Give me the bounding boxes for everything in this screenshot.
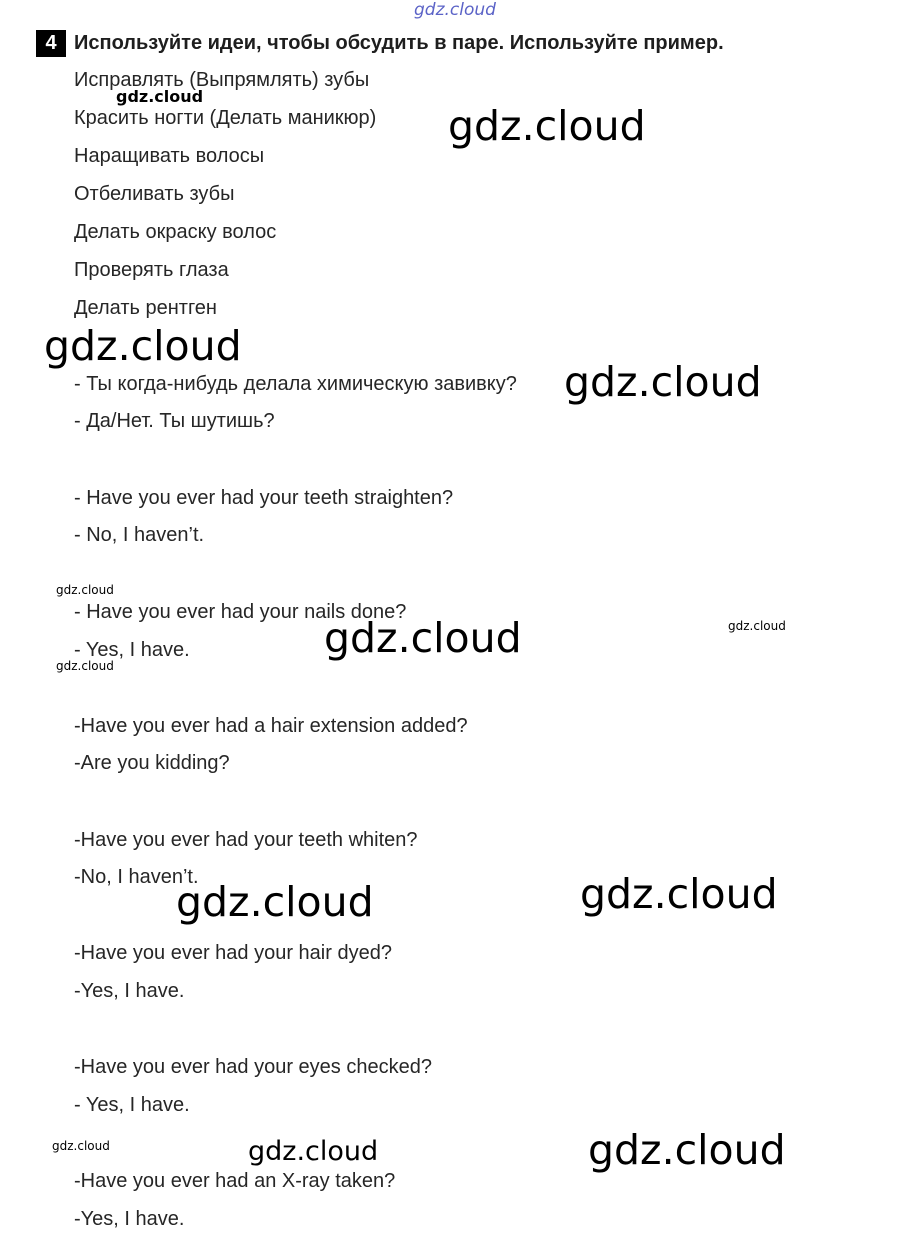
watermark: gdz.cloud [580,870,778,918]
watermark: gdz.cloud [44,322,242,370]
watermark: gdz.cloud [176,878,374,926]
dialogue-question: -Have you ever had your hair dyed? [74,942,392,964]
idea-item: Наращивать волосы [74,145,265,167]
dialogue-question: - Have you ever had your teeth straighten? [74,487,454,509]
dialogue-question: -Have you ever had your eyes checked? [74,1056,432,1078]
watermark: gdz.cloud [324,614,522,662]
watermark: gdz.cloud [56,659,114,673]
watermark: gdz.cloud [728,619,786,633]
idea-item: Исправлять (Выпрямлять) зубы [74,69,370,91]
idea-item: Красить ногти (Делать маникюр) [74,107,377,129]
watermark: gdz.cloud [448,102,646,150]
idea-item: Делать рентген [74,297,217,319]
watermark: gdz.cloud [52,1139,110,1153]
dialogue-question: -Have you ever had your teeth whiten? [74,829,418,851]
dialogue-answer: - No, I haven’t. [74,524,205,546]
watermark: gdz.cloud [588,1126,786,1174]
exercise-instruction: Используйте идеи, чтобы обсудить в паре. Используйте пример. [74,32,724,54]
dialogue-answer: -Are you kidding? [74,752,230,774]
watermark: gdz.cloud [564,358,762,406]
dialogue-question: -Have you ever had an X-ray taken? [74,1170,396,1192]
idea-item: Отбеливать зубы [74,183,235,205]
dialogue-answer: - Yes, I have. [74,1094,190,1116]
dialogue-question: - Have you ever had your nails done? [74,601,407,623]
watermark-top: gdz.cloud [414,0,496,20]
example-answer: - Да/Нет. Ты шутишь? [74,410,275,432]
dialogue-answer: -Yes, I have. [74,1208,185,1230]
watermark: gdz.cloud [56,583,114,597]
idea-item: Проверять глаза [74,259,229,281]
dialogue-answer: -No, I haven’t. [74,866,199,888]
example-question: - Ты когда-нибудь делала химическую завивку? [74,373,517,395]
exercise-number-badge: 4 [36,30,66,57]
dialogue-answer: - Yes, I have. [74,639,190,661]
dialogue-answer: -Yes, I have. [74,980,185,1002]
dialogue-question: -Have you ever had a hair extension added? [74,715,468,737]
watermark: gdz.cloud [248,1136,379,1167]
idea-item: Делать окраску волос [74,221,277,243]
watermark: gdz.cloud [116,87,204,106]
